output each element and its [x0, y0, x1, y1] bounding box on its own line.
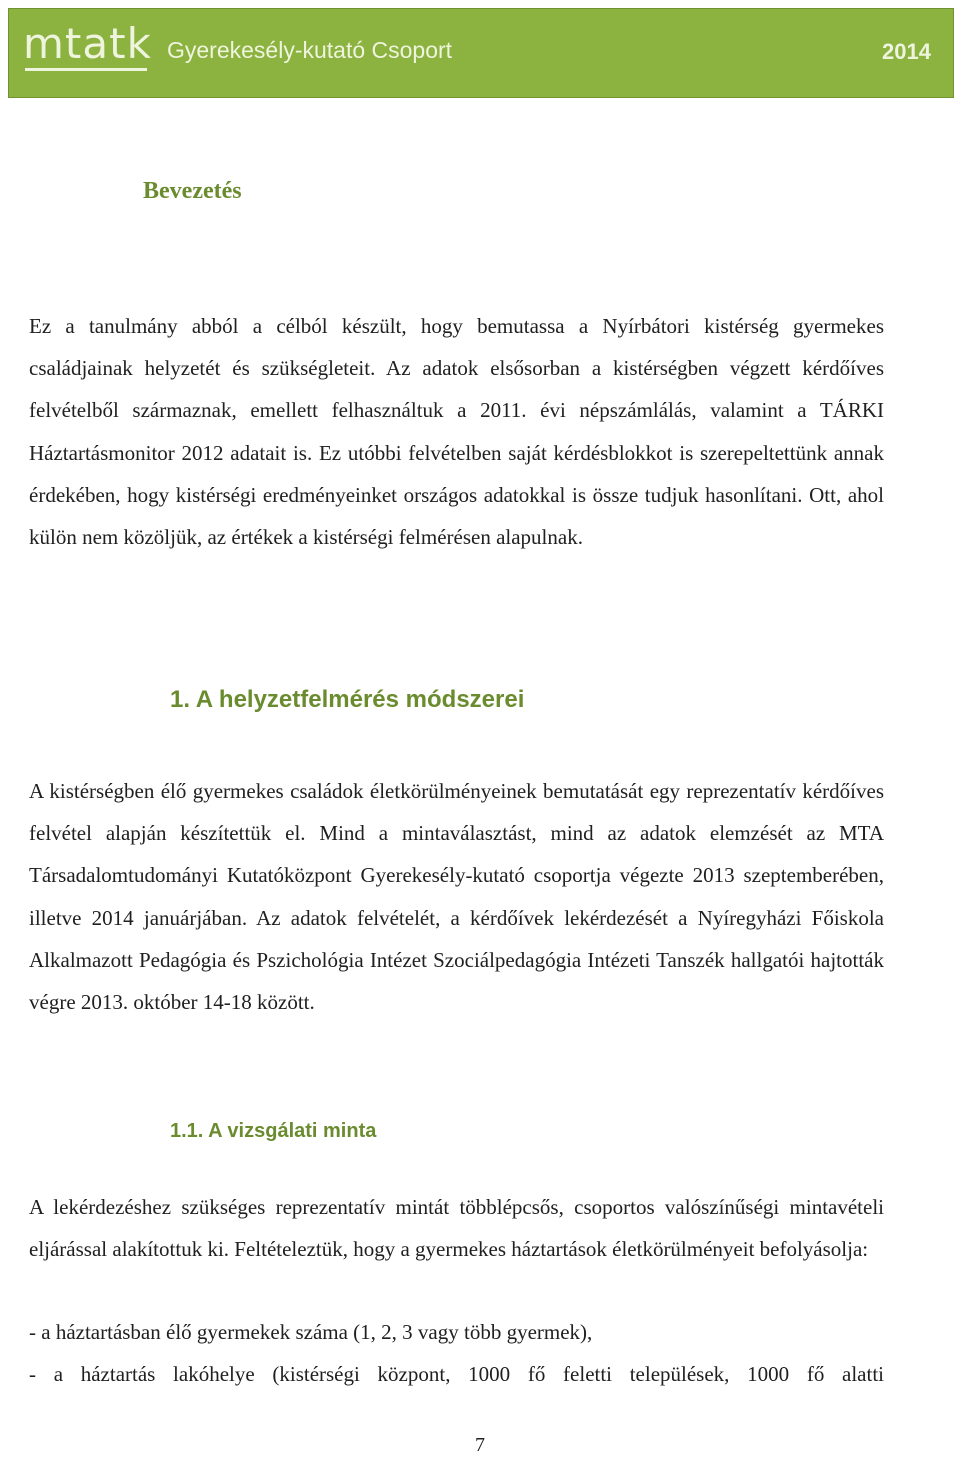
logo-underline	[25, 68, 147, 71]
header-banner	[8, 8, 954, 98]
header-year: 2014	[882, 39, 931, 64]
paragraph-sample: A lekérdezéshez szükséges reprezentatív mintát többlépcsős, csoportos valószínűségi mintavételi eljárással alakítottuk ki. Feltételeztük, hogy a gyermekes háztartások életkörülményeit befolyásolja:	[29, 1195, 884, 1262]
list-item: - a háztartás lakóhelye (kistérségi központ, 1000 fő feletti települések, 1000 fő alatti	[29, 1362, 884, 1386]
paragraph-methods: A kistérségben élő gyermekes családok életkörülményeinek bemutatását egy reprezentatív kérdőíves felvétel alapján készítettük el. Mind a mintaválasztást, mind az adatok elemzését az MTA Társadalomtudományi Kutatóközpont Gyerekesély-kutató csoportja végezte 2013 szeptemberében, illetve 2014 januárjában. Az adatok felvételét, a kérdőívek lekérdezését a Nyíregyházi Főiskola Alkalmazott Pedagógia és Pszichológia Intézet Szociálpedagógia Intézeti Tanszék hallgatói hajtották végre 2013. október 14-18 között.	[29, 779, 884, 1015]
header-title: Gyerekesély-kutató Csoport	[167, 37, 453, 63]
heading-bevezetes: Bevezetés	[143, 178, 242, 204]
paragraph-intro: Ez a tanulmány abból a célból készült, hogy bemutassa a Nyírbátori kistérség gyermekes családjainak helyzetét és szükségleteit. Az adatok elsősorban a kistérségben végzett kérdőíves felvételből származnak, emellett felhasználtuk a 2011. évi népszámlálás, valamint a TÁRKI Háztartásmonitor 2012 adatait is. Ez utóbbi felvételben saját kérdésblokkot is szerepeltettünk annak érdekében, hogy kistérségi eredményeinket országos adatokkal is össze tudjuk hasonlítani. Ott, ahol külön nem közöljük, az értékek a kistérségi felmérésen alapulnak.	[29, 314, 884, 550]
list-item: - a háztartásban élő gyermekek száma (1, 2, 3 vagy több gyermek),	[29, 1320, 593, 1344]
heading-section-1: 1. A helyzetfelmérés módszerei	[170, 686, 525, 713]
mtatk-logo: mtatk	[23, 19, 152, 68]
heading-section-1-1: 1.1. A vizsgálati minta	[170, 1120, 377, 1142]
page-number: 7	[475, 1434, 485, 1456]
